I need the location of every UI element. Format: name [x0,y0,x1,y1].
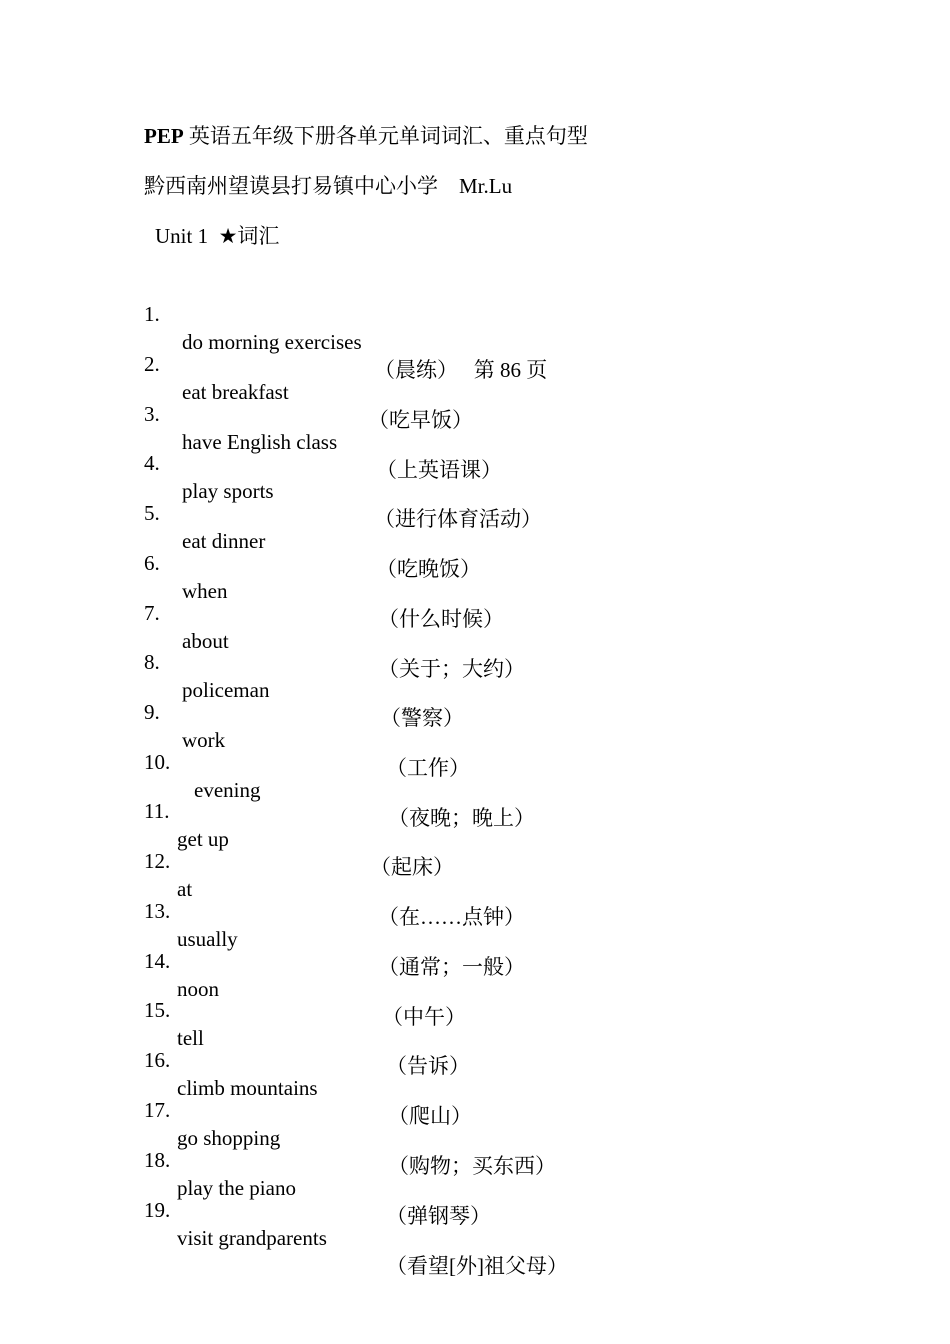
vocab-english: work [182,728,226,752]
vocab-chinese: （上英语课） [376,458,502,482]
title-rest-part: 英语五年级下册各单元单词词汇、重点句型 [183,124,588,148]
vocab-number: 6. [144,551,160,575]
vocab-chinese: （吃早饭） [368,408,473,432]
vocab-number: 14. [144,949,171,973]
vocab-number: 2. [144,352,160,376]
vocab-chinese: （工作） [386,756,470,780]
vocab-chinese: （在……点钟） [378,905,525,929]
vocab-english: at [177,877,193,901]
vocab-chinese: （警察） [380,706,464,730]
vocab-english: play sports [182,479,274,503]
vocab-english: play the piano [177,1176,296,1200]
vocab-chinese: （关于；大约） [378,657,525,681]
section-heading: Unit 1 ★词汇 [155,224,280,248]
vocab-english: about [182,629,229,653]
vocab-english: eat breakfast [182,380,289,404]
title-bold-part: PEP [144,124,184,148]
author-line: 黔西南州望谟县打易镇中心小学 Mr.Lu [144,174,513,198]
vocab-number: 7. [144,601,160,625]
vocab-number: 11. [144,799,170,823]
vocab-chinese: （看望[外]祖父母） [386,1254,568,1278]
vocab-chinese: （通常；一般） [378,955,525,979]
vocab-english: when [182,579,228,603]
vocab-number: 17. [144,1098,171,1122]
vocab-english: go shopping [177,1126,281,1150]
vocab-english: do morning exercises [182,330,362,354]
vocab-number: 18. [144,1148,171,1172]
vocab-english: policeman [182,678,270,702]
vocab-chinese: （晨练） 第 86 页 [374,358,548,382]
vocab-number: 3. [144,402,160,426]
vocab-english: usually [177,927,238,951]
vocab-english: get up [177,827,229,851]
vocab-number: 8. [144,650,160,674]
vocab-number: 13. [144,899,171,923]
vocab-chinese: （什么时候） [378,607,504,631]
vocab-number: 4. [144,451,160,475]
vocab-number: 1. [144,302,160,326]
vocab-number: 5. [144,501,160,525]
vocab-number: 9. [144,700,160,724]
vocab-chinese: （告诉） [386,1054,470,1078]
vocab-chinese: （夜晚；晚上） [388,806,535,830]
vocab-number: 15. [144,998,171,1022]
document-title [144,122,588,150]
vocab-chinese: （中午） [382,1005,466,1029]
vocab-number: 12. [144,849,171,873]
vocab-english: climb mountains [177,1076,318,1100]
vocab-english: have English class [182,430,338,454]
vocab-english: eat dinner [182,529,266,553]
vocab-english: noon [177,977,219,1001]
vocab-number: 19. [144,1198,171,1222]
vocab-english: tell [177,1026,204,1050]
vocab-english: visit grandparents [177,1226,327,1250]
vocab-english: evening [194,778,261,802]
vocab-chinese: （吃晚饭） [376,557,481,581]
vocab-chinese: （弹钢琴） [386,1204,491,1228]
vocab-chinese: （起床） [370,855,454,879]
vocab-chinese: （购物；买东西） [388,1154,556,1178]
vocab-chinese: （进行体育活动） [374,507,542,531]
vocab-number: 16. [144,1048,171,1072]
vocab-number: 10. [144,750,171,774]
vocab-chinese: （爬山） [388,1104,472,1128]
